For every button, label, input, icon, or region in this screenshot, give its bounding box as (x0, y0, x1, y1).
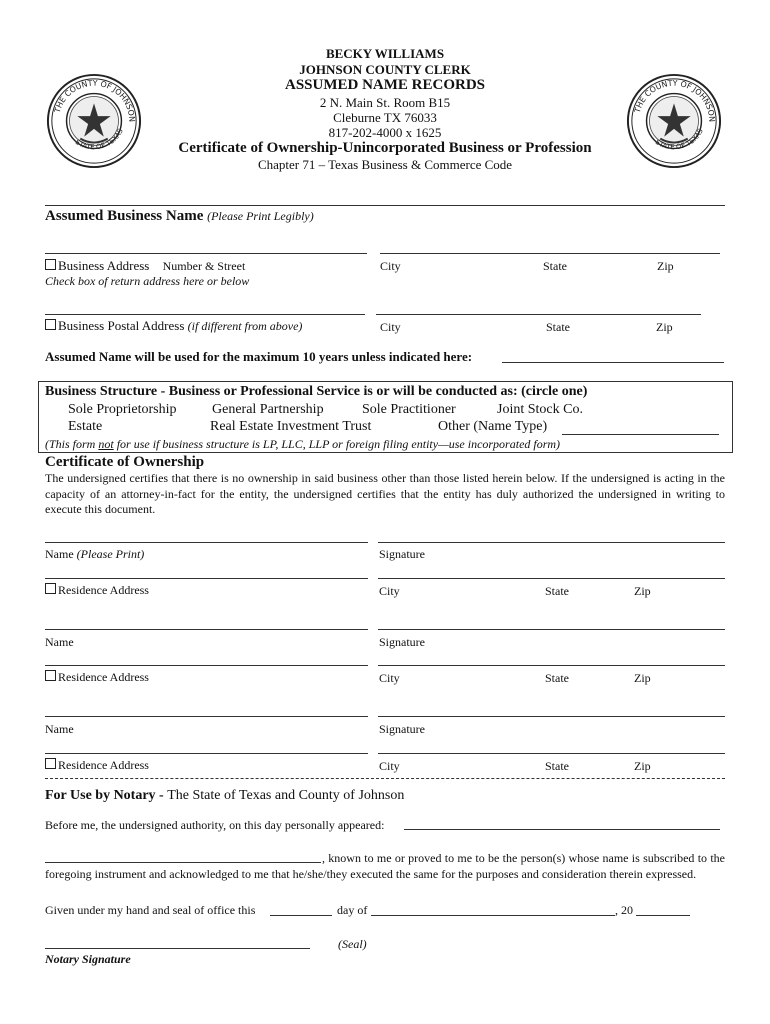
day-of-label: day of (337, 903, 368, 917)
owner3-name-label: Name (45, 722, 74, 736)
owner1-signature-label: Signature (379, 547, 425, 561)
seal-label: (Seal) (338, 937, 367, 951)
appeared-name-input[interactable] (404, 829, 720, 830)
notary-heading: For Use by Notary - The State of Texas and County of Johnson (45, 788, 405, 803)
owner1-residence-input[interactable] (45, 578, 368, 579)
given-day-input[interactable] (270, 915, 332, 916)
certificate-title: Certificate of Ownership-Unincorporated Business or Profession (178, 140, 592, 156)
owner3-residence-label: Residence Address (45, 758, 149, 773)
notary-signature-label: Notary Signature (45, 952, 131, 966)
years-label: Assumed Name will be used for the maximum 10 years unless indicated here: (45, 349, 473, 364)
svg-text:THE COUNTY OF JOHNSON: THE COUNTY OF JOHNSON (52, 78, 137, 123)
structure-note: (This form not for use if business structure is LP, LLC, LLP or foreign filing entity—use incorporated form) (45, 437, 561, 451)
option-reit[interactable]: Real Estate Investment Trust (210, 419, 372, 434)
given-year-input[interactable] (636, 915, 690, 916)
years-input[interactable] (502, 362, 724, 363)
option-estate[interactable]: Estate (68, 419, 103, 434)
notary-before-me: Before me, the undersigned authority, on this day personally appeared: (45, 818, 385, 832)
chapter-text: Chapter 71 – Texas Business & Commerce Code (257, 157, 513, 172)
year-prefix-label: , 20 (615, 903, 633, 917)
ownership-heading: Certificate of Ownership (45, 454, 205, 470)
city-label: City (379, 759, 400, 773)
zip-label: Zip (657, 259, 674, 273)
owner2-residence-input[interactable] (45, 665, 368, 666)
option-general-partnership[interactable]: General Partnership (212, 402, 324, 417)
option-other[interactable]: Other (Name Type) (438, 419, 548, 434)
zip-label: Zip (634, 671, 651, 685)
clerk-name: BECKY WILLIAMS (325, 46, 445, 61)
postal-address-label: Business Postal Address (if different from above) (45, 318, 302, 334)
owner1-residence-checkbox[interactable] (45, 583, 56, 594)
given-month-input[interactable] (371, 915, 615, 916)
owner3-residence-input[interactable] (45, 753, 368, 754)
postal-address-checkbox[interactable] (45, 319, 56, 330)
zip-label: Zip (656, 320, 673, 334)
business-address-input[interactable] (45, 253, 367, 254)
zip-label: Zip (634, 759, 651, 773)
owner2-residence-checkbox[interactable] (45, 670, 56, 681)
postal-address-input[interactable] (45, 314, 365, 315)
business-address-label: Business Address Number & Street (45, 258, 245, 274)
notary-signature-input[interactable] (45, 948, 310, 949)
owner3-name-input[interactable] (45, 716, 368, 717)
return-address-note: Check box of return address here or below (45, 274, 250, 288)
business-structure-heading: Business Structure - Business or Professional Service is or will be conducted as: (circle one) (45, 384, 588, 399)
address-line-2: Cleburne TX 76033 (333, 110, 437, 125)
state-label: State (543, 259, 567, 273)
option-sole-proprietorship[interactable]: Sole Proprietorship (68, 402, 177, 417)
dept-title: ASSUMED NAME RECORDS (284, 77, 486, 93)
owner2-name-label: Name (45, 635, 74, 649)
owner2-signature-label: Signature (379, 635, 425, 649)
address-line-1: 2 N. Main St. Room B15 (319, 95, 451, 110)
svg-text:STATE OF TEXAS: STATE OF TEXAS (653, 127, 705, 152)
owner3-signature-label: Signature (379, 722, 425, 736)
business-city-state-zip-input[interactable] (380, 253, 720, 254)
notary-known-text: , known to me or proved to me to be the person(s) whose name is subscribed to the foregoing instrument and acknowledged to me that he/she/they executed the same for the purposes and consideration therein expressed. (45, 851, 725, 881)
city-label: City (380, 320, 401, 334)
city-label: City (379, 584, 400, 598)
owner2-name-input[interactable] (45, 629, 368, 630)
given-under-label: Given under my hand and seal of office this (45, 903, 256, 917)
owner1-city-state-zip-input[interactable] (378, 578, 725, 579)
assumed-name-label: Assumed Business Name (Please Print Legibly) (45, 208, 314, 224)
city-label: City (379, 671, 400, 685)
owner3-city-state-zip-input[interactable] (378, 753, 725, 754)
zip-label: Zip (634, 584, 651, 598)
svg-text:STATE OF TEXAS: STATE OF TEXAS (73, 127, 125, 152)
option-sole-practitioner[interactable]: Sole Practitioner (362, 402, 456, 417)
owner1-name-label: Name (Please Print) (45, 547, 145, 561)
business-address-checkbox[interactable] (45, 259, 56, 270)
state-label: State (545, 584, 569, 598)
owner1-name-input[interactable] (45, 542, 368, 543)
state-label: State (546, 320, 570, 334)
owner2-city-state-zip-input[interactable] (378, 665, 725, 666)
city-label: City (380, 259, 401, 273)
state-label: State (545, 759, 569, 773)
svg-text:THE COUNTY OF JOHNSON: THE COUNTY OF JOHNSON (632, 78, 717, 123)
ownership-body: The undersigned certifies that there is no ownership in said business other than those listed herein below. If the undersigned is acting in the capacity of an attorney-in-fact for the entity, the undersigned certifies that the entity has duly authorized the undersigned in writing to execute this document. (45, 471, 725, 516)
owner2-residence-label: Residence Address (45, 670, 149, 685)
clerk-title: JOHNSON COUNTY CLERK (299, 62, 471, 77)
owner1-signature-input[interactable] (378, 542, 725, 543)
owner3-signature-input[interactable] (378, 716, 725, 717)
phone: 817-202-4000 x 1625 (328, 125, 442, 140)
notary-separator (45, 778, 725, 779)
owner2-signature-input[interactable] (378, 629, 725, 630)
owner1-residence-label: Residence Address (45, 583, 149, 598)
option-joint-stock-co[interactable]: Joint Stock Co. (497, 402, 583, 417)
postal-city-state-zip-input[interactable] (376, 314, 701, 315)
other-type-input[interactable] (562, 434, 719, 435)
owner3-residence-checkbox[interactable] (45, 758, 56, 769)
state-label: State (545, 671, 569, 685)
